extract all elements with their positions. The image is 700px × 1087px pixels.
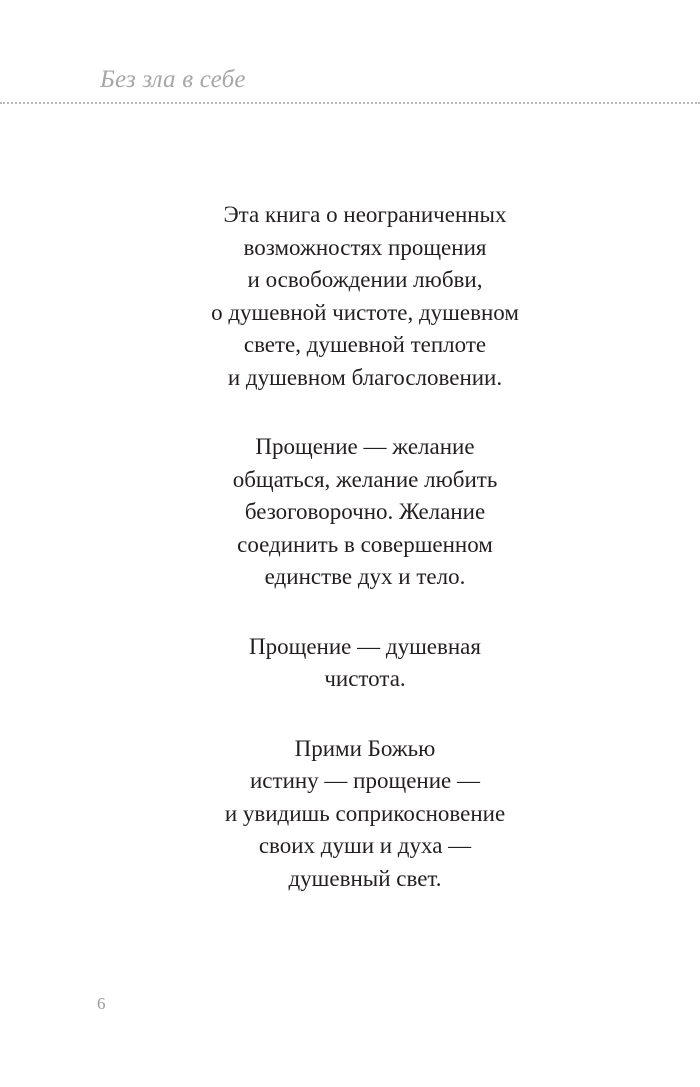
text-line: и увидишь соприкосновение [224, 800, 506, 826]
text-line: своих души и духа — [258, 833, 472, 858]
header-dotted-rule [0, 102, 700, 104]
stanza-2 [0, 431, 700, 594]
text-line: Прими Божью [294, 735, 436, 761]
stanza-3 [0, 631, 700, 696]
text-line: соединить в совершенном [237, 531, 493, 557]
stanza-4 [0, 733, 700, 896]
text-line: душевный свет. [288, 865, 442, 891]
stanza-1 [0, 199, 700, 394]
text-line: Эта книга о неограниченных [223, 202, 507, 227]
text-line: истину — прощение — [250, 768, 480, 793]
text-line: Прощение — желание [255, 434, 475, 459]
text-line: свете, душевной теплоте [243, 332, 487, 357]
text-line: о душевной чистоте, душевном [211, 299, 519, 325]
text-line: общаться, желание любить [232, 466, 498, 492]
text-line: единстве дух и тело. [264, 564, 466, 589]
text-line: Прощение — душевная [249, 633, 481, 659]
text-line: чистота. [324, 666, 406, 691]
text-line: возможностях прощения [243, 234, 487, 260]
text-line: и душевном благословении. [227, 364, 503, 390]
text-line: и освобождении любви, [247, 267, 483, 292]
body-text [0, 199, 700, 932]
page-number: 6 [97, 994, 106, 1013]
running-head: Без зла в себе [100, 66, 246, 93]
text-line: безоговорочно. Желание [244, 499, 486, 524]
